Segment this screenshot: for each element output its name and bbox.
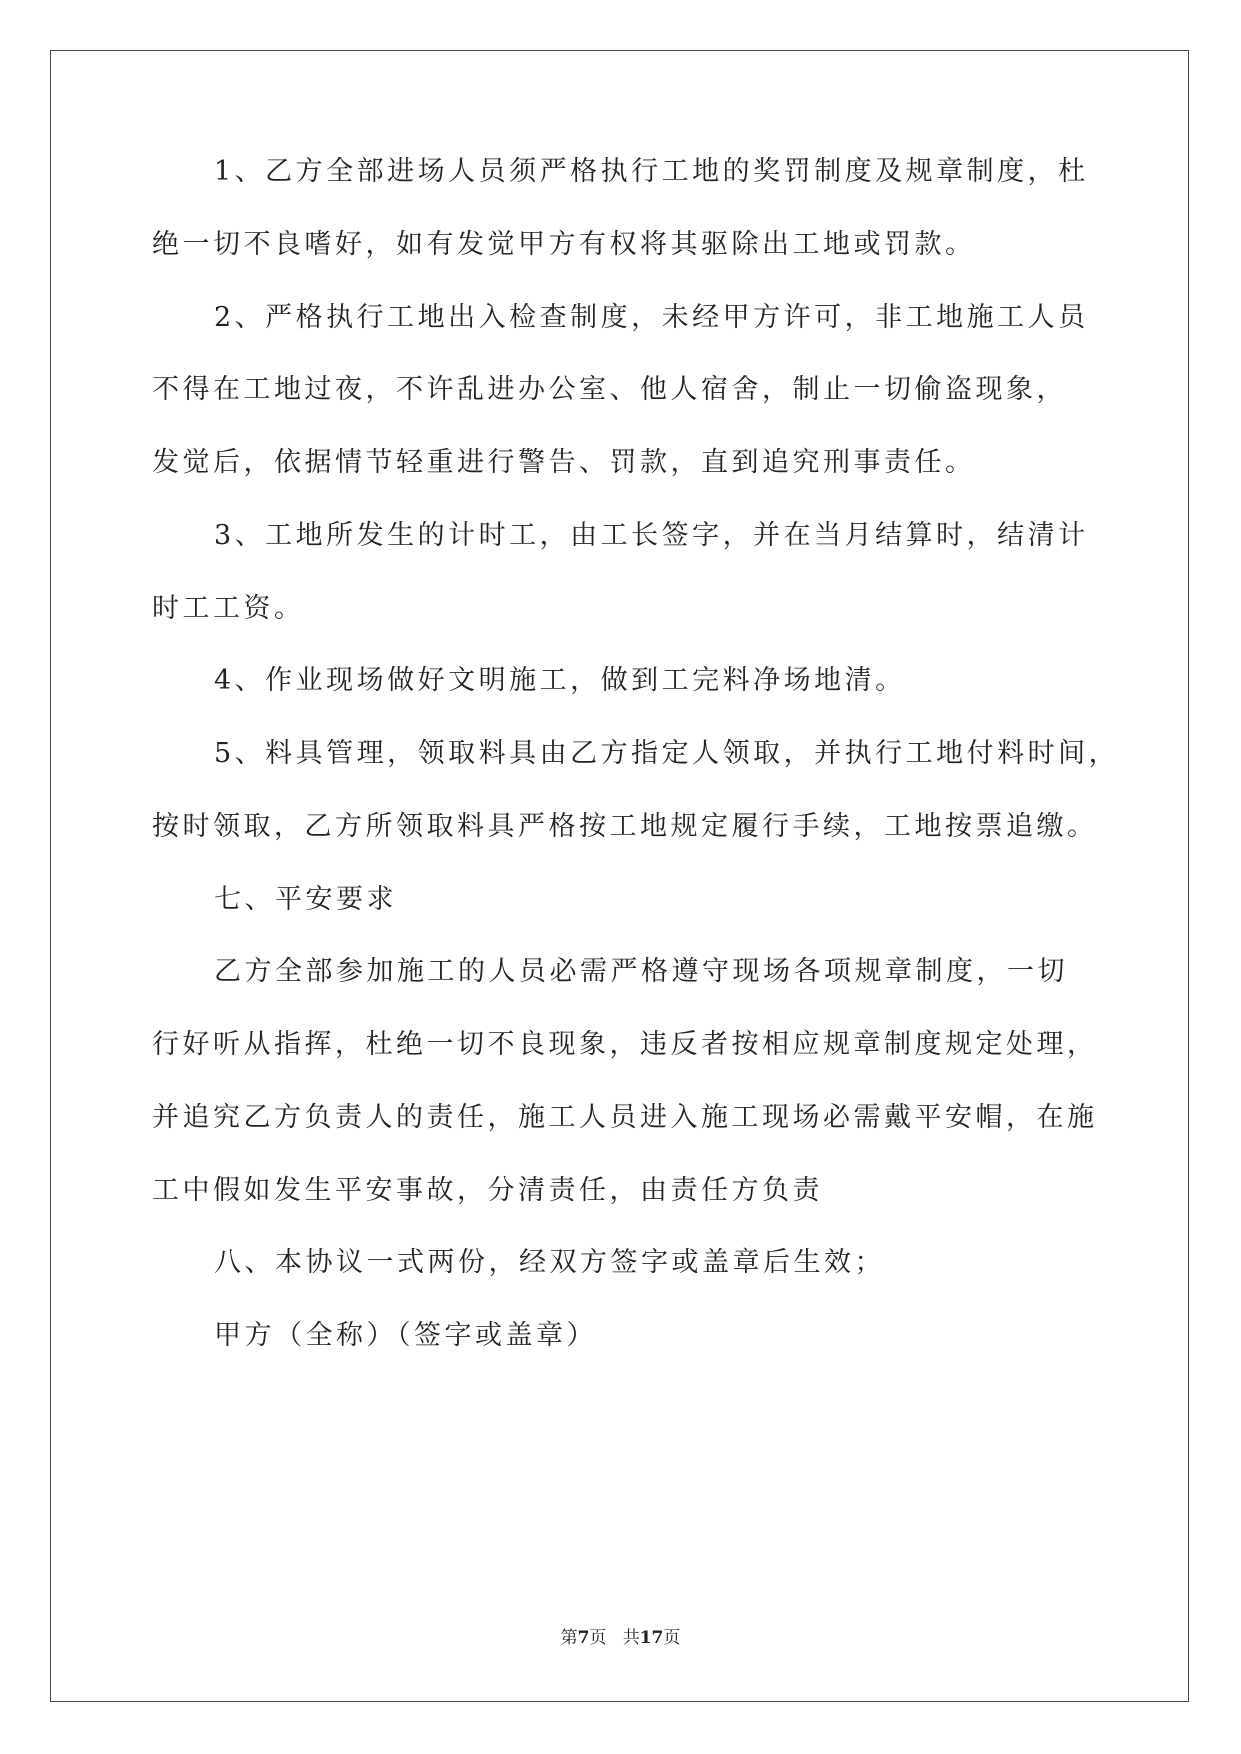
paragraph-3-line-2: 时工工资。 bbox=[152, 593, 305, 624]
footer-total-pages: 17 bbox=[639, 1628, 664, 1648]
paragraph-6-line-2: 行好听从指挥，杜绝一切不良现象，违反者按相应规章制度规定处理， bbox=[152, 1029, 1098, 1060]
paragraph-2-line-3: 发觉后，依据情节轻重进行警告、罚款，直到追究刑事责任。 bbox=[152, 447, 976, 478]
paragraph-6-line-4: 工中假如发生平安事故，分清责任，由责任方负责 bbox=[152, 1175, 823, 1206]
section-heading-agreement: 八、本协议一式两份，经双方签字或盖章后生效； bbox=[214, 1247, 885, 1278]
footer-page-number: 7 bbox=[577, 1628, 590, 1648]
paragraph-6-line-3: 并追究乙方负责人的责任，施工人员进入施工现场必需戴平安帽，在施 bbox=[152, 1102, 1098, 1133]
footer-total-prefix: 共 bbox=[622, 1628, 640, 1648]
party-a-signature-line: 甲方（全称）（签字或盖章） bbox=[214, 1320, 597, 1351]
paragraph-2-line-2: 不得在工地过夜，不许乱进办公室、他人宿舍，制止一切偷盗现象， bbox=[152, 374, 1067, 405]
paragraph-4-line-1: 4、作业现场做好文明施工，做到工完料净场地清。 bbox=[214, 665, 906, 696]
footer-total-suffix: 页 bbox=[663, 1628, 681, 1648]
paragraph-1-line-2: 绝一切不良嗜好，如有发觉甲方有权将其驱除出工地或罚款。 bbox=[152, 229, 976, 260]
paragraph-1-line-1: 1、乙方全部进场人员须严格执行工地的奖罚制度及规章制度，杜 bbox=[214, 156, 1089, 187]
paragraph-5-line-1: 5、料具管理，领取料具由乙方指定人领取，并执行工地付料时间， bbox=[214, 738, 1120, 769]
paragraph-5-line-2: 按时领取，乙方所领取料具严格按工地规定履行手续，工地按票追缴。 bbox=[152, 811, 1098, 842]
footer-page-suffix: 页 bbox=[589, 1628, 607, 1648]
paragraph-3-line-1: 3、工地所发生的计时工，由工长签字，并在当月结算时，结清计 bbox=[214, 520, 1089, 551]
paragraph-2-line-1: 2、严格执行工地出入检查制度，未经甲方许可，非工地施工人员 bbox=[214, 302, 1089, 333]
footer-prefix: 第 bbox=[560, 1628, 578, 1648]
section-heading-safety: 七、平安要求 bbox=[214, 884, 397, 915]
page-footer bbox=[0, 1626, 1241, 1650]
paragraph-6-line-1: 乙方全部参加施工的人员必需严格遵守现场各项规章制度，一切 bbox=[214, 956, 1068, 987]
